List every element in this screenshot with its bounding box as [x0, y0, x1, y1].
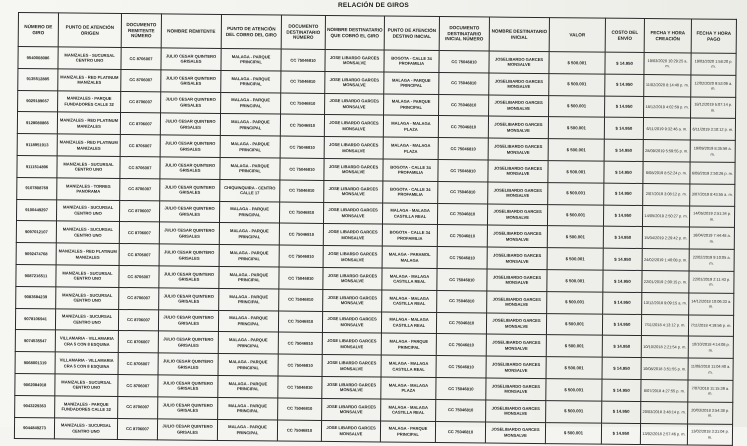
amount-cell: $ 500.001 — [549, 52, 605, 74]
payment-point-cell: MALAGA - PARQUE PRINCIPAL — [219, 223, 279, 245]
payment-point-cell: MALAGA - PARQUE PRINCIPAL — [218, 397, 278, 419]
shipping-cost-cell: $ 14.950 — [602, 314, 641, 336]
giro-number-cell: 9100449297 — [16, 199, 56, 221]
initial-recipient-document-cell: CC 75046810 — [436, 356, 486, 378]
giro-number-cell: 9107808769 — [17, 177, 57, 199]
paid-at-cell: 16/04/2019 7:44:48 a. m. — [689, 227, 734, 249]
giro-number-cell: 9128080866 — [17, 112, 57, 134]
sender-name-cell: JULIO CESAR QUINTERO GRISALES — [160, 135, 220, 157]
amount-cell: $ 500.001 — [548, 139, 604, 161]
created-at-cell: 6/11/2019 9:32:46 a. m. — [643, 118, 690, 140]
payment-point-cell: MALAGA - PARQUE PRINCIPAL — [221, 48, 281, 70]
initial-recipient-name-cell: JOSELIBARDO GARCES MONSALVE — [486, 356, 546, 378]
column-header: DOCUMENTO DESTINATARIO INICIAL NÚMERO — [439, 17, 489, 51]
giro-number-cell: 9062084918 — [15, 373, 55, 395]
shipping-cost-cell: $ 14.950 — [602, 401, 641, 423]
recipient-document-cell: CC 75046810 — [280, 158, 324, 180]
document-title: RELACIÓN DE GIROS — [338, 2, 409, 9]
initial-recipient-document-cell: CC 75046810 — [438, 116, 488, 138]
payment-point-cell: MALAGA - PARQUE PRINCIPAL — [217, 419, 277, 441]
giro-number-cell: 9097012107 — [16, 221, 56, 243]
created-at-cell: 22/01/2019 2:00:15 p. m. — [642, 270, 689, 292]
recipient-name-cell: JOSE LIBARDO GARCES MONSALVE — [323, 224, 382, 246]
recipient-document-cell: CC 75046810 — [279, 202, 323, 224]
created-at-cell: 20/03/2018 3:48:14 p. m. — [641, 401, 688, 423]
recipient-name-cell: JOSE LIBARDO GARCES MONSALVE — [322, 398, 381, 420]
paid-at-cell: 18/12/2019 5:07:14 p. m. — [691, 97, 736, 119]
amount-cell: $ 500.001 — [548, 182, 604, 204]
created-at-cell: 13/12/2018 9:09:15 a. m. — [642, 292, 689, 314]
paid-at-cell: 6/11/2019 3:10:12 p. m. — [690, 118, 735, 140]
recipient-name-cell: JOSE LIBARDO GARCES MONSALVE — [324, 180, 383, 202]
initial-recipient-name-cell: JOSELIBARDO GARCES MONSALVE — [487, 269, 547, 291]
shipping-cost-cell: $ 14.950 — [605, 96, 644, 118]
origin-point-cell: MANIZALES - TORRES PANORAMA — [57, 178, 120, 200]
sender-name-cell: JULIO CESAR QUINTERO GRISALES — [159, 244, 219, 266]
origin-point-cell: MANIZALES - SUCURSAL CENTRO UNO — [55, 308, 118, 330]
initial-recipient-name-cell: JOSELIBARDO GARCES MONSALVE — [489, 51, 549, 73]
paid-at-cell: 14/12/2018 10:06:33 a. m. — [689, 293, 734, 315]
payment-point-cell: MALAGA - PARQUE PRINCIPAL — [219, 201, 279, 223]
recipient-document-cell: CC 75046810 — [279, 289, 323, 311]
recipient-name-cell: JOSE LIBARDO GARCES MONSALVE — [322, 333, 381, 355]
paid-at-cell: 13/02/2018 3:31:04 p. m. — [687, 423, 732, 445]
sender-document-cell: CC 8706007 — [121, 69, 161, 91]
recipient-name-cell: JOSE LIBARDO GARCES MONSALVE — [321, 420, 380, 442]
initial-recipient-document-cell: CC 75046810 — [439, 51, 489, 73]
shipping-cost-cell: $ 14.950 — [603, 227, 642, 249]
sender-document-cell: CC 8706007 — [121, 91, 161, 113]
payment-point-cell: MALAGA - PARQUE PRINCIPAL — [220, 157, 280, 179]
sender-name-cell: JULIO CESAR QUINTERO GRISALES — [158, 375, 218, 397]
shipping-cost-cell: $ 14.950 — [604, 118, 643, 140]
payment-point-cell: MALAGA - PARQUE PRINCIPAL — [219, 245, 279, 267]
payment-point-cell: CHIQUINQUIRA - CENTRO CALLE 17 — [220, 179, 280, 201]
initial-recipient-document-cell: CC 75046810 — [437, 225, 487, 247]
column-header: COSTO DEL ENVÍO — [605, 18, 644, 52]
initial-recipient-document-cell: CC 75046810 — [436, 399, 486, 421]
initial-destination-cell: MALAGA - PARQUE PRINCIPAL — [384, 94, 439, 116]
payment-point-cell: MALAGA - PARQUE PRINCIPAL — [218, 375, 278, 397]
initial-recipient-name-cell: JOSELIBARDO GARCES MONSALVE — [486, 378, 546, 400]
sender-document-cell: CC 8706007 — [118, 353, 158, 375]
shipping-cost-cell: $ 14.950 — [601, 423, 640, 445]
initial-destination-cell: MALAGA - MALAGA CASTILLA REAL — [382, 203, 437, 225]
created-at-cell: 18/12/2019 4:02:59 p. m. — [644, 96, 691, 118]
created-at-cell: 6/07/2018 4:27:55 p. m. — [641, 379, 688, 401]
recipient-name-cell: JOSE LIBARDO GARCES MONSALVE — [325, 93, 384, 115]
table-body — [14, 47, 736, 446]
recipient-document-cell: CC 75046810 — [280, 180, 324, 202]
giro-number-cell: 9074535547 — [15, 330, 55, 352]
column-header: PUNTO DE ATENCIÓN ORIGEN — [58, 13, 121, 48]
shipping-cost-cell: $ 14.950 — [602, 357, 641, 379]
sender-name-cell: JULIO CESAR QUINTERO GRISALES — [158, 353, 218, 375]
amount-cell: $ 500.001 — [546, 400, 602, 422]
origin-point-cell: MANIZALES - PARQUE FUNDADORES CALLE 32 — [55, 396, 118, 418]
sender-name-cell: JULIO CESAR QUINTERO GRISALES — [159, 266, 219, 288]
payment-point-cell: MALAGA - PARQUE PRINCIPAL — [221, 92, 281, 114]
origin-point-cell: MANIZALES - SUCURSAL CENTRO UNO — [54, 417, 117, 439]
recipient-document-cell: CC 75046810 — [281, 49, 325, 71]
origin-point-cell: MANIZALES - SUCURSAL CENTRO UNO — [56, 199, 119, 221]
recipient-document-cell: CC 75046810 — [279, 267, 323, 289]
initial-recipient-name-cell: JOSELIBARDO GARCES MONSALVE — [488, 116, 548, 138]
column-header: PUNTO DE ATENCIÓN DEL COBRO DEL GIRO — [221, 14, 281, 49]
sender-document-cell: CC 8706007 — [119, 200, 159, 222]
sender-name-cell: JULIO CESAR QUINTERO GRISALES — [159, 288, 219, 310]
recipient-name-cell: JOSE LIBARDO GARCES MONSALVE — [323, 289, 382, 311]
paid-at-cell: 6/08/2019 2:50:26 p. m. — [690, 162, 735, 184]
giro-number-cell: 9043229363 — [15, 395, 55, 417]
initial-recipient-document-cell: CC 75046810 — [439, 72, 489, 94]
recipient-document-cell: CC 75046810 — [280, 114, 324, 136]
shipping-cost-cell: $ 14.950 — [602, 379, 641, 401]
origin-point-cell: VILLAMARIA - VILLAMARIA CRA 5 CON 8 ESQUINA — [55, 330, 118, 352]
initial-destination-cell: BOGOTA - CALLE 34 PROFAMILIA — [383, 159, 438, 181]
initial-recipient-name-cell: JOSELIBARDO GARCES MONSALVE — [487, 291, 547, 313]
initial-recipient-name-cell: JOSELIBARDO GARCES MONSALVE — [489, 95, 549, 117]
payment-point-cell: MALAGA - PARQUE PRINCIPAL — [221, 70, 281, 92]
initial-recipient-name-cell: JOSELIBARDO GARCES MONSALVE — [486, 313, 546, 335]
sender-name-cell: JULIO CESAR QUINTERO GRISALES — [158, 309, 218, 331]
initial-destination-cell: MALAGA - PARAMOL MALAGA — [382, 246, 437, 268]
sender-name-cell: JULIO CESAR QUINTERO GRISALES — [161, 48, 221, 70]
payment-point-cell: MALAGA - PARQUE PRINCIPAL — [218, 354, 278, 376]
initial-destination-cell: MALAGA - MALAGA CASTILLA REAL — [382, 290, 437, 312]
recipient-document-cell: CC 75046810 — [278, 311, 322, 333]
origin-point-cell: MANIZALES - SUCURSAL CENTRO UNO — [56, 265, 119, 287]
giro-number-cell: 9087216511 — [16, 264, 56, 286]
created-at-cell: 13/02/2018 2:57:46 p. m. — [640, 423, 687, 445]
origin-point-cell: MANIZALES - SUCURSAL CENTRO UNO — [55, 374, 118, 396]
initial-recipient-document-cell: CC 75046810 — [438, 181, 488, 203]
sender-name-cell: JULIO CESAR QUINTERO GRISALES — [159, 200, 219, 222]
recipient-document-cell: CC 75046810 — [278, 332, 322, 354]
recipient-name-cell: JOSE LIBARDO GARCES MONSALVE — [323, 246, 382, 268]
initial-destination-cell: MALAGA - PARQUE PRINCIPAL — [384, 72, 439, 94]
recipient-name-cell: JOSE LIBARDO GARCES MONSALVE — [322, 376, 381, 398]
initial-destination-cell: MALAGA - PARQUE PRINCIPAL — [380, 421, 435, 443]
sender-document-cell: CC 8706007 — [119, 222, 159, 244]
shipping-cost-cell: $ 14.950 — [604, 161, 643, 183]
recipient-document-cell: CC 75046810 — [278, 376, 322, 398]
amount-cell: $ 500.001 — [549, 95, 605, 117]
column-header: FECHA Y HORA CREACIÓN — [644, 19, 691, 53]
initial-destination-cell: MALAGA - MALAGA CASTILLA REAL — [381, 399, 436, 421]
initial-recipient-document-cell: CC 75046810 — [437, 290, 487, 312]
sender-document-cell: CC 8706007 — [118, 331, 158, 353]
shipping-cost-cell: $ 14.950 — [603, 205, 642, 227]
amount-cell: $ 500.001 — [545, 422, 601, 444]
payment-point-cell: MALAGA - PARQUE PRINCIPAL — [218, 332, 278, 354]
origin-point-cell: VILLAMARIA - VILLAMARIA CRA 5 CON 8 ESQUINA — [55, 352, 118, 374]
column-header: NOMBRE DESTINATARIO QUE COBRÓ EL GIRO — [325, 15, 384, 50]
created-at-cell: 19/03/2020 10:29:25 a. m. — [644, 53, 691, 75]
sender-document-cell: CC 8706007 — [117, 418, 157, 440]
recipient-document-cell: CC 75046810 — [281, 71, 325, 93]
initial-destination-cell: BOGOTA - CALLE 34 PROFAMILIA — [382, 224, 437, 246]
recipient-document-cell: CC 75046810 — [277, 420, 321, 442]
amount-cell: $ 500.001 — [546, 335, 602, 357]
initial-destination-cell: MALAGA - MALAGA PLAZA — [383, 115, 438, 137]
initial-destination-cell: BOGOTA - CALLE 34 PROFAMILIA — [384, 50, 439, 72]
giro-number-cell: 9092474768 — [16, 243, 56, 265]
initial-recipient-name-cell: JOSELIBARDO GARCES MONSALVE — [488, 160, 548, 182]
payment-point-cell: MALAGA - PARQUE PRINCIPAL — [220, 114, 280, 136]
giro-number-cell: 9111514896 — [17, 155, 57, 177]
initial-destination-cell: MALAGA - MALAGA CASTILLA REAL — [382, 268, 437, 290]
sender-document-cell: CC 8706007 — [120, 135, 160, 157]
shipping-cost-cell: $ 14.950 — [603, 270, 642, 292]
origin-point-cell: MANIZALES - SUCURSAL CENTRO UNO — [56, 221, 119, 243]
created-at-cell: 14/05/2019 2:50:27 p. m. — [642, 205, 689, 227]
initial-recipient-name-cell: JOSELIBARDO GARCES MONSALVE — [487, 204, 547, 226]
paid-at-cell: 19/09/2019 8:35:56 a. m. — [690, 140, 735, 162]
initial-destination-cell: MALAGA - MALAGA PLAZA — [383, 137, 438, 159]
origin-point-cell: MANIZALES - PARQUE FUNDADORES CALLE 32 — [58, 90, 121, 112]
sender-document-cell: CC 8706007 — [119, 265, 159, 287]
initial-recipient-name-cell: JOSELIBARDO GARCES MONSALVE — [487, 225, 547, 247]
initial-recipient-name-cell: JOSELIBARDO GARCES MONSALVE — [486, 334, 546, 356]
recipient-document-cell: CC 75046810 — [278, 398, 322, 420]
initial-recipient-name-cell: JOSELIBARDO GARCES MONSALVE — [489, 73, 549, 95]
sender-name-cell: JULIO CESAR QUINTERO GRISALES — [160, 157, 220, 179]
origin-point-cell: MANIZALES - SUCURSAL CENTRO UNO — [58, 47, 121, 69]
payment-point-cell: MALAGA - PARQUE PRINCIPAL — [219, 288, 279, 310]
origin-point-cell: MANIZALES - SUCURSAL CENTRO UNO — [56, 287, 119, 309]
giro-number-cell: 9078106941 — [15, 308, 55, 330]
sender-name-cell: JULIO CESAR QUINTERO GRISALES — [159, 222, 219, 244]
column-header: NOMBRE DESTINATARIO INICIAL — [489, 17, 549, 52]
sender-document-cell: CC 8706007 — [118, 309, 158, 331]
recipient-name-cell: JOSE LIBARDO GARCES MONSALVE — [324, 115, 383, 137]
initial-destination-cell: BOGOTA - CALLE 34 PROFAMILIA — [383, 181, 438, 203]
origin-point-cell: MANIZALES - RED PLATINUM MANIZALES — [58, 69, 121, 91]
shipping-cost-cell: $ 14.950 — [603, 248, 642, 270]
sender-document-cell: CC 8706007 — [118, 396, 158, 418]
sender-document-cell: CC 8706007 — [118, 374, 158, 396]
amount-cell: $ 500.001 — [547, 270, 603, 292]
paid-at-cell: 22/01/2019 2:11:43 p. m. — [689, 271, 734, 293]
amount-cell: $ 500.001 — [546, 357, 602, 379]
recipient-name-cell: JOSE LIBARDO GARCES MONSALVE — [324, 158, 383, 180]
column-header: NÚMERO DE GIRO — [18, 13, 58, 47]
recipient-name-cell: JOSE LIBARDO GARCES MONSALVE — [322, 311, 381, 333]
recipient-name-cell: JOSE LIBARDO GARCES MONSALVE — [323, 267, 382, 289]
shipping-cost-cell: $ 14.950 — [604, 183, 643, 205]
origin-point-cell: MANIZALES - RED PLATINUM MANIZALES — [57, 112, 120, 134]
paid-at-cell: 3/07/2019 8:43:55 a. m. — [690, 184, 735, 206]
amount-cell: $ 500.001 — [548, 161, 604, 183]
giros-table — [14, 12, 737, 446]
created-at-cell: 15/04/2019 2:29:42 p. m. — [642, 227, 689, 249]
amount-cell: $ 500.001 — [547, 226, 603, 248]
sender-document-cell: CC 8706007 — [119, 244, 159, 266]
initial-recipient-document-cell: CC 75046810 — [438, 138, 488, 160]
sender-name-cell: JULIO CESAR QUINTERO GRISALES — [160, 179, 220, 201]
recipient-document-cell: CC 75046810 — [280, 136, 324, 158]
initial-recipient-name-cell: JOSELIBARDO GARCES MONSALVE — [488, 138, 548, 160]
initial-recipient-document-cell: CC 75046810 — [436, 312, 486, 334]
initial-destination-cell: MALAGA - PARQUE PRINCIPAL — [381, 333, 436, 355]
recipient-document-cell: CC 75046810 — [279, 223, 323, 245]
shipping-cost-cell: $ 14.950 — [603, 292, 642, 314]
sender-document-cell: CC 8706007 — [120, 178, 160, 200]
amount-cell: $ 500.001 — [546, 379, 602, 401]
column-header: FECHA Y HORA PAGO — [691, 19, 736, 53]
paid-at-cell: 19/03/2020 1:58:20 p. m. — [691, 53, 736, 75]
column-header: VALOR — [549, 18, 605, 53]
initial-recipient-document-cell: CC 75046810 — [436, 334, 486, 356]
giro-number-cell: 9044849273 — [14, 417, 54, 439]
sender-name-cell: JULIO CESAR QUINTERO GRISALES — [158, 397, 218, 419]
paid-at-cell: 7/07/2018 11:15:39 a. m. — [688, 380, 733, 402]
giro-number-cell: 9029189667 — [18, 90, 58, 112]
paid-at-cell: 12/02/2020 9:53:06 a. m. — [691, 75, 736, 97]
sender-name-cell: JULIO CESAR QUINTERO GRISALES — [158, 331, 218, 353]
initial-destination-cell: MALAGA - MALAGA CASTILLA REAL — [381, 312, 436, 334]
recipient-document-cell: CC 75046810 — [281, 93, 325, 115]
created-at-cell: 10/10/2018 2:21:54 p. m. — [641, 336, 688, 358]
initial-recipient-document-cell: CC 75046810 — [435, 421, 485, 443]
origin-point-cell: MANIZALES - RED PLATINUM MANIZALES — [57, 134, 120, 156]
amount-cell: $ 500.001 — [547, 291, 603, 313]
column-header: DOCUMENTO REMITENTE NÚMERO — [121, 13, 161, 47]
sender-document-cell: CC 8706007 — [120, 113, 160, 135]
initial-recipient-name-cell: JOSELIBARDO GARCES MONSALVE — [485, 422, 545, 444]
shipping-cost-cell: $ 14.950 — [602, 335, 641, 357]
payment-point-cell: MALAGA - PARQUE PRINCIPAL — [220, 136, 280, 158]
giros-sheet — [14, 12, 737, 446]
paid-at-cell: 20/03/2018 3:54:38 p. m. — [688, 402, 733, 424]
created-at-cell: 28/09/2019 5:59:55 p. m. — [643, 140, 690, 162]
column-header: DOCUMENTO DESTINATARIO NÚMERO — [281, 15, 325, 49]
initial-recipient-name-cell: JOSELIBARDO GARCES MONSALVE — [488, 182, 548, 204]
giro-number-cell: 9083684239 — [16, 286, 56, 308]
recipient-name-cell: JOSE LIBARDO GARCES MONSALVE — [322, 355, 381, 377]
initial-recipient-document-cell: CC 75046810 — [437, 269, 487, 291]
amount-cell: $ 500.001 — [547, 248, 603, 270]
recipient-name-cell: JOSE LIBARDO GARCES MONSALVE — [324, 137, 383, 159]
sender-name-cell: JULIO CESAR QUINTERO GRISALES — [160, 113, 220, 135]
recipient-name-cell: JOSE LIBARDO GARCES MONSALVE — [323, 202, 382, 224]
giro-number-cell: 9118951913 — [17, 134, 57, 156]
giro-number-cell: 9068001319 — [15, 352, 55, 374]
amount-cell: $ 500.001 — [547, 204, 603, 226]
created-at-cell: 24/02/2019 1:40:08 p. m. — [642, 249, 689, 271]
paid-at-cell: 14/05/2019 2:51:34 p. m. — [689, 206, 734, 228]
shipping-cost-cell: $ 14.950 — [605, 52, 644, 74]
giro-number-cell: 9135512885 — [18, 68, 58, 90]
created-at-cell: 6/08/2019 8:52:24 p. m. — [643, 161, 690, 183]
column-header: PUNTO DE ATENCIÓN DESTINO INICIAL — [384, 16, 439, 51]
sender-name-cell: JULIO CESAR QUINTERO GRISALES — [157, 418, 217, 440]
sender-document-cell: CC 8706007 — [120, 156, 160, 178]
initial-destination-cell: MALAGA - MALAGA PLAZA — [381, 377, 436, 399]
amount-cell: $ 500.001 — [546, 313, 602, 335]
amount-cell: $ 500.001 — [549, 73, 605, 95]
initial-recipient-document-cell: CC 75046810 — [437, 203, 487, 225]
sender-name-cell: JULIO CESAR QUINTERO GRISALES — [161, 91, 221, 113]
created-at-cell: 7/11/2018 4:13:12 p. m. — [641, 314, 688, 336]
paid-at-cell: 22/02/2019 9:10:05 a. m. — [689, 249, 734, 271]
paid-at-cell: 11/08/2018 11:04:40 a. m. — [688, 358, 733, 380]
initial-recipient-document-cell: CC 75046810 — [438, 160, 488, 182]
sender-document-cell: CC 8706007 — [119, 287, 159, 309]
origin-point-cell: MANIZALES - SUCURSAL CENTRO UNO — [57, 156, 120, 178]
created-at-cell: 11/02/2020 8:14:40 p. m. — [644, 74, 691, 96]
initial-destination-cell: MALAGA - MALAGA CASTILLA REAL — [381, 355, 436, 377]
payment-point-cell: MALAGA - PARQUE PRINCIPAL — [218, 310, 278, 332]
initial-recipient-name-cell: JOSELIBARDO GARCES MONSALVE — [487, 247, 547, 269]
sender-document-cell: CC 8706007 — [121, 47, 161, 69]
initial-recipient-document-cell: CC 75046810 — [437, 247, 487, 269]
recipient-name-cell: JOSE LIBARDO GARCES MONSALVE — [325, 49, 384, 71]
giro-number-cell: 9540008086 — [18, 47, 58, 69]
created-at-cell: 2/07/2019 3:08:12 p. m. — [643, 183, 690, 205]
paid-at-cell: 7/11/2018 4:19:56 p. m. — [688, 315, 733, 337]
shipping-cost-cell: $ 14.950 — [605, 74, 644, 96]
recipient-document-cell: CC 75046810 — [278, 354, 322, 376]
recipient-name-cell: JOSE LIBARDO GARCES MONSALVE — [325, 71, 384, 93]
payment-point-cell: MALAGA - PARQUE PRINCIPAL — [219, 266, 279, 288]
paid-at-cell: 10/10/2018 4:14:08 p. m. — [688, 336, 733, 358]
sender-name-cell: JULIO CESAR QUINTERO GRISALES — [161, 70, 221, 92]
amount-cell: $ 500.001 — [548, 117, 604, 139]
initial-recipient-document-cell: CC 75046810 — [439, 94, 489, 116]
column-header: NOMBRE REMITENTE — [161, 14, 221, 49]
recipient-document-cell: CC 75046810 — [279, 245, 323, 267]
initial-recipient-name-cell: JOSELIBARDO GARCES MONSALVE — [486, 400, 546, 422]
initial-recipient-document-cell: CC 75046810 — [436, 377, 486, 399]
shipping-cost-cell: $ 14.950 — [604, 139, 643, 161]
origin-point-cell: MANIZALES - RED PLATINUM MANIZALES — [56, 243, 119, 265]
created-at-cell: 10/08/2018 3:51:55 p. m. — [641, 358, 688, 380]
